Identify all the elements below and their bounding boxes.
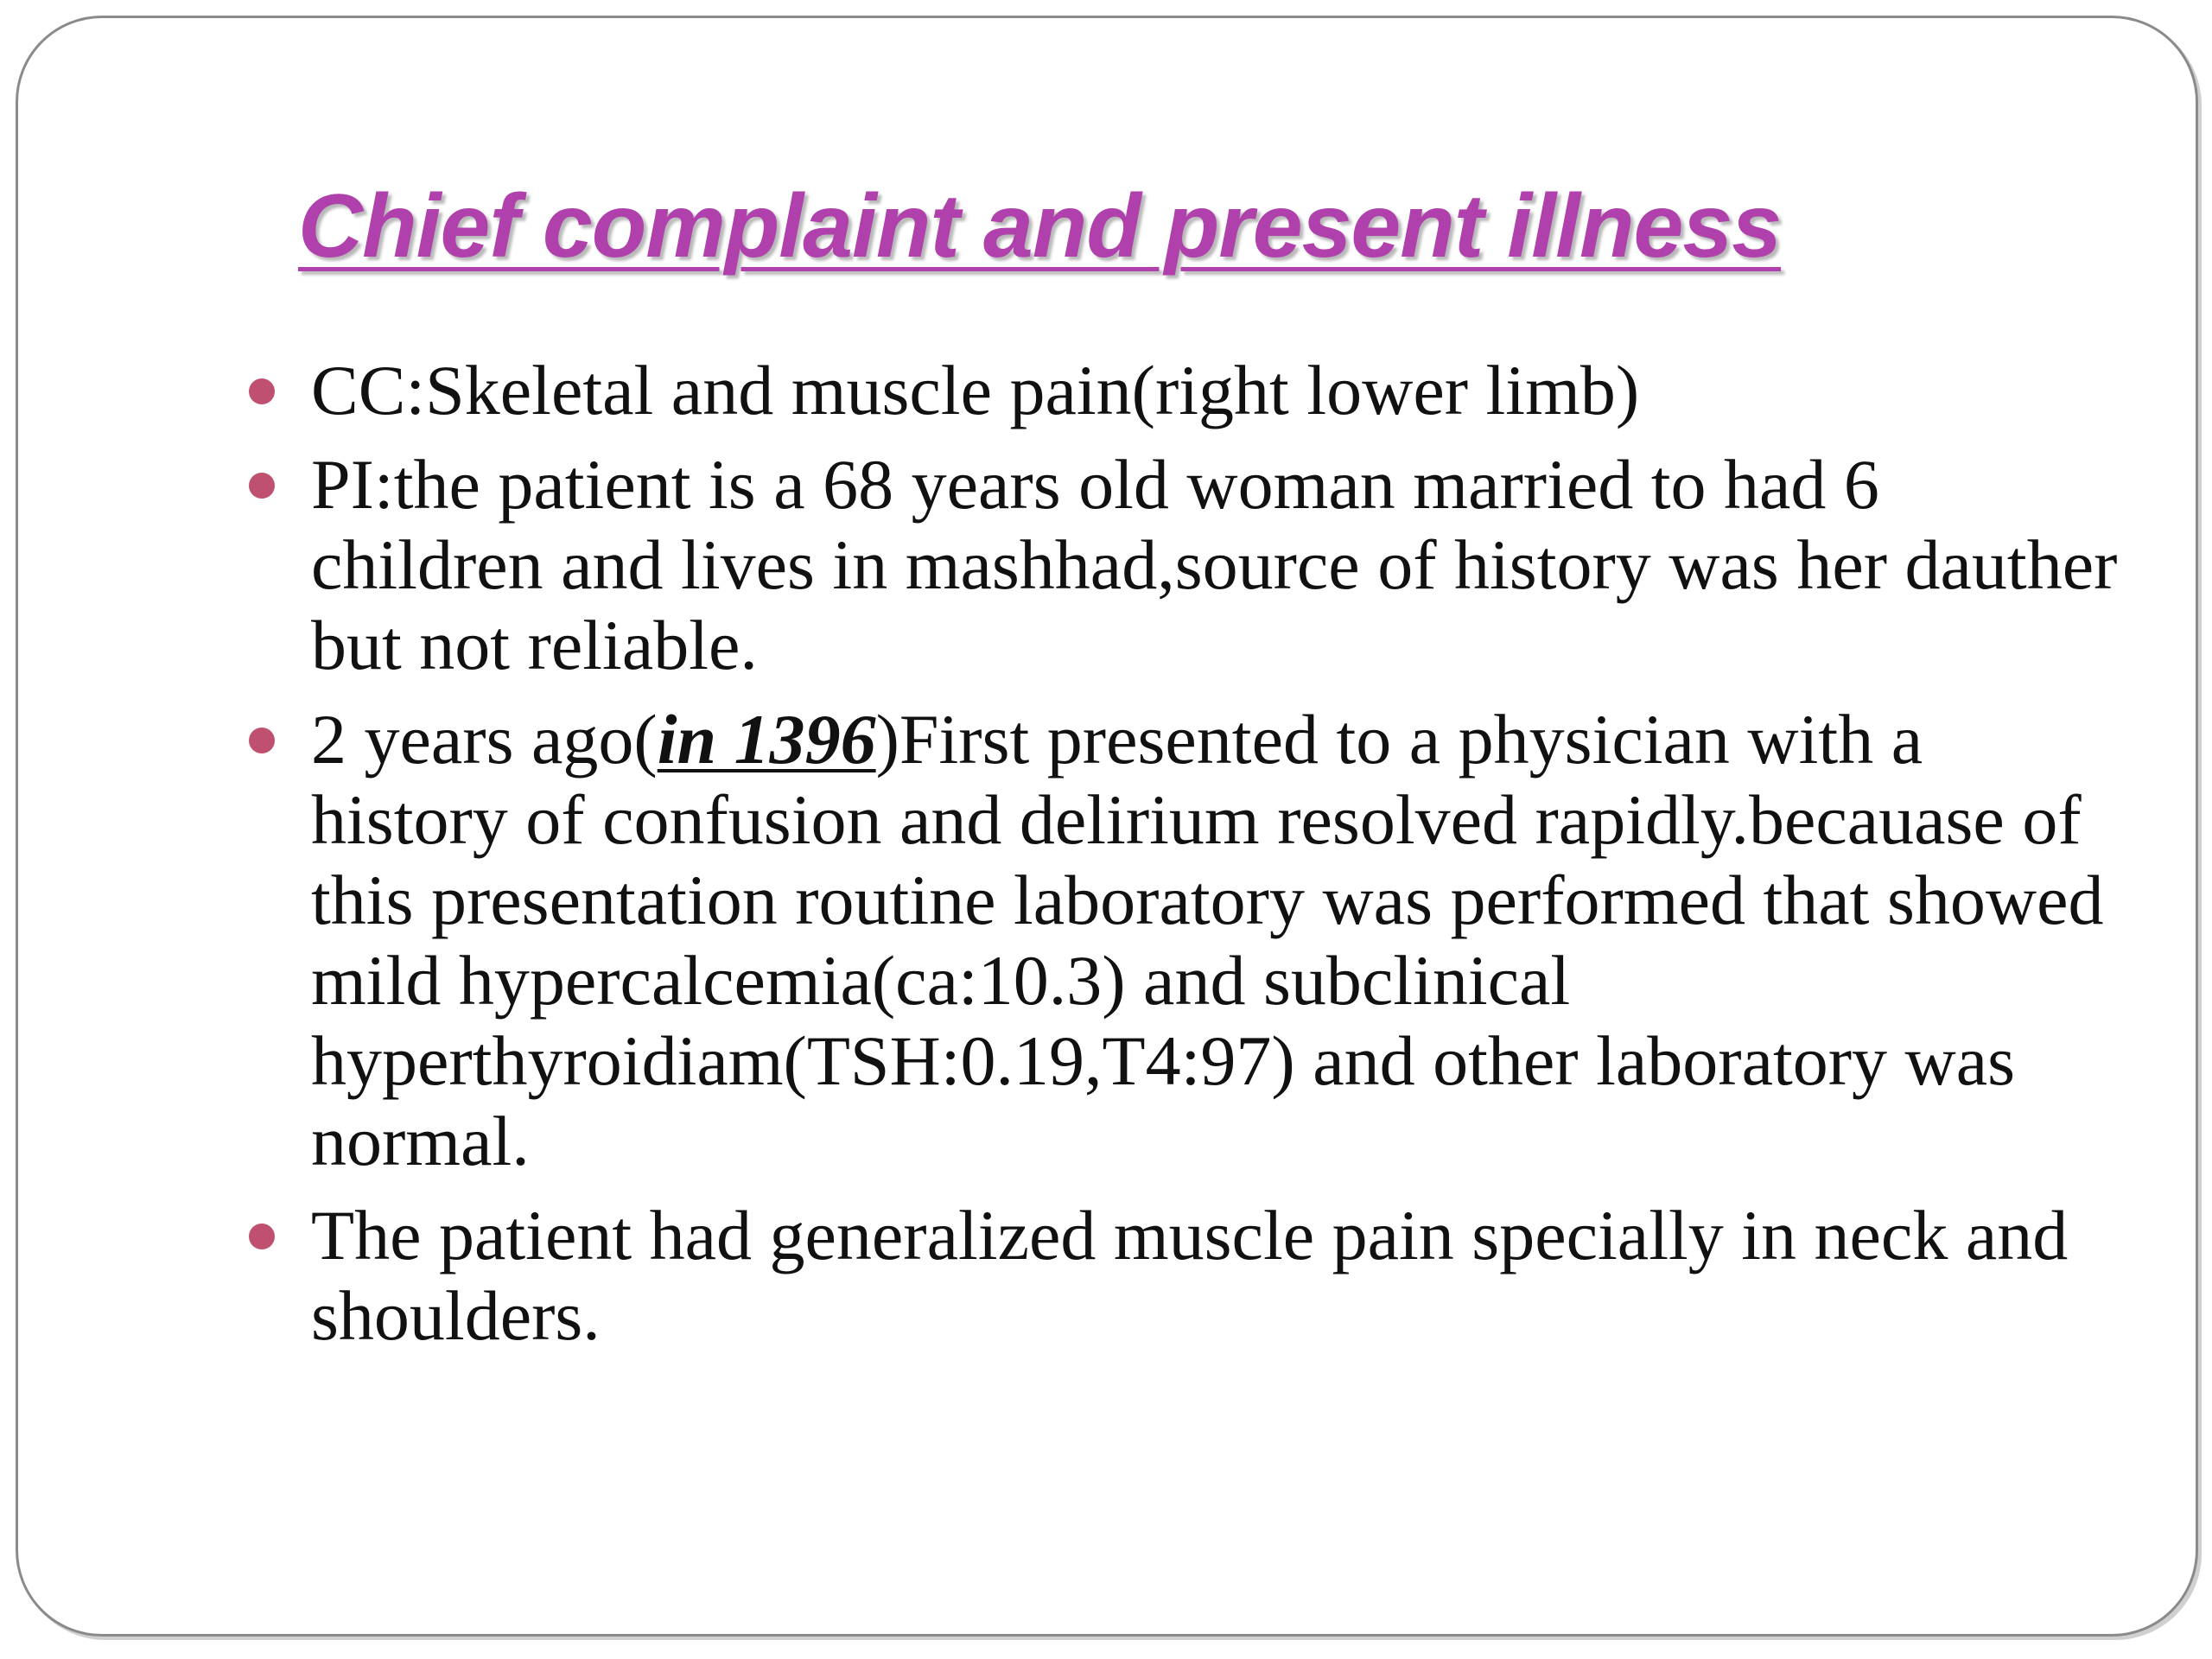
bullet-marker-icon — [249, 473, 275, 499]
slide-title: Chief complaint and present illness — [298, 176, 1782, 276]
bullet-text-suffix: )First presented to a physician with a history of confusion and delirium resolved rapidly.becauase of this presentation routine laboratory was performed that showed mild hypercalcemia(ca:10.3) and subclinical hyperthyroidiam(TSH:0.19,T4:97) and other laboratory was normal. — [311, 700, 2104, 1180]
bullet-marker-icon — [249, 1224, 275, 1249]
bullet-marker-icon — [249, 728, 275, 753]
bullet-text-emphasis: in 1396 — [657, 700, 876, 779]
bullet-item-history — [242, 699, 2126, 1181]
bullet-marker-icon — [249, 378, 275, 404]
bullet-item-present-illness — [242, 444, 2126, 685]
bullet-text: CC:Skeletal and muscle pain(right lower limb) — [311, 351, 1640, 429]
bullet-list — [242, 350, 2126, 1370]
bullet-item-chief-complaint — [242, 350, 2126, 430]
bullet-text-prefix: 2 years ago( — [311, 700, 658, 779]
bullet-item-muscle-pain — [242, 1195, 2126, 1356]
bullet-text: The patient had generalized muscle pain specially in neck and shoulders. — [311, 1196, 2069, 1355]
bullet-text: PI:the patient is a 68 years old woman married to had 6 children and lives in mashhad,source of history was her dauther but not reliable. — [311, 445, 2118, 684]
